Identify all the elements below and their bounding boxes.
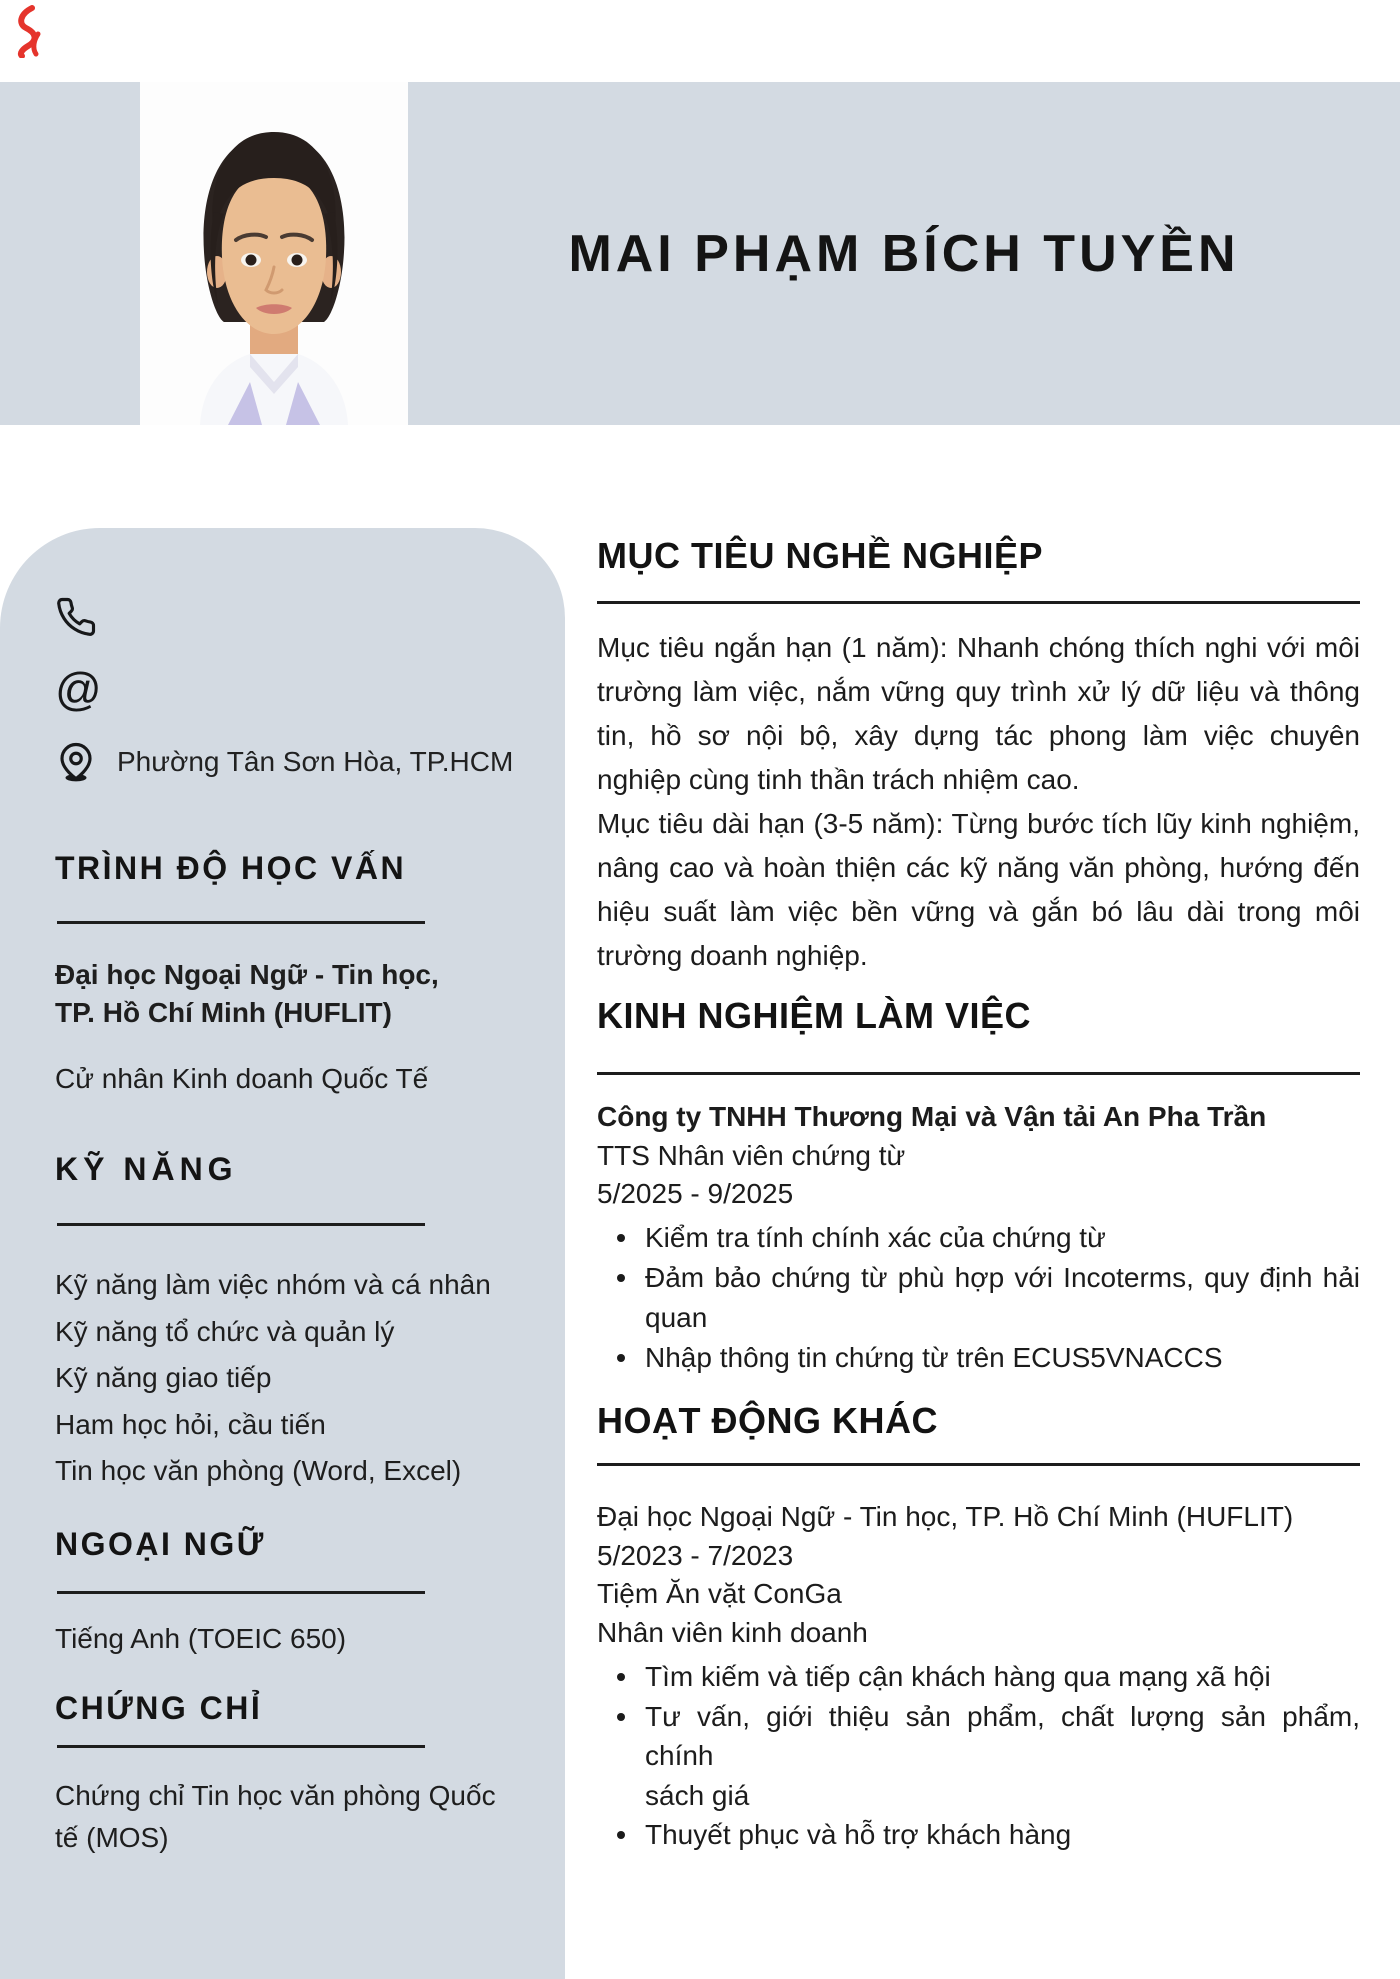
- skill-item: Tin học văn phòng (Word, Excel): [55, 1455, 462, 1486]
- phone-icon: [55, 596, 97, 638]
- language-item: Tiếng Anh (TOEIC 650): [55, 1623, 347, 1654]
- bullet-dot: [617, 1831, 625, 1839]
- section-rule: [57, 1591, 425, 1594]
- skills-list: [55, 1262, 535, 1495]
- experience-info: [597, 1098, 1360, 1214]
- section-rule: [57, 1223, 425, 1226]
- bullet-dot: [617, 1274, 625, 1282]
- sidebar-panel: [0, 528, 565, 1979]
- activities-bullets: [597, 1657, 1360, 1855]
- contact-row-email: [55, 663, 102, 715]
- certificates-heading: CHỨNG CHỈ: [55, 1690, 263, 1726]
- skills-heading: KỸ NĂNG: [55, 1151, 238, 1187]
- bullet-dot: [617, 1713, 625, 1721]
- objective-paragraphs: Mục tiêu ngắn hạn (1 năm): Nhanh chóng thích nghi với môi trường làm việc, nắm vững quy trình xử lý dữ liệu và thông tin, hồ sơ nội bộ, xây dựng tác phong làm việc chuyên nghiệp cùng tinh thần trách nhiệm cao. Mục tiêu dài hạn (3-5 năm): Từng bước tích lũy kinh nghiệm, nâng cao và hoàn thiện các kỹ năng văn phòng, hướng đến hiệu suất làm việc bền vững và gắn bó lâu dài trong môi trường doanh nghiệp.: [597, 632, 1360, 971]
- profile-photo: [140, 82, 408, 425]
- section-rule: [57, 1745, 425, 1748]
- candidate-name: MAI PHẠM BÍCH TUYỀN: [568, 224, 1240, 283]
- map-pin-icon: [55, 741, 97, 783]
- activities-heading: HOẠT ĐỘNG KHÁC: [597, 1400, 938, 1441]
- red-scribble-mark: [10, 4, 50, 58]
- portrait-illustration: [140, 82, 408, 425]
- education-degree: Cử nhân Kinh doanh Quốc Tế: [55, 1063, 429, 1094]
- bullet-item: Tư vấn, giới thiệu sản phẩm, chất lượng sản phẩm, chính sách giá: [597, 1697, 1360, 1816]
- bullet-dot: [617, 1354, 625, 1362]
- skill-item: Kỹ năng làm việc nhóm và cá nhân: [55, 1269, 491, 1300]
- experience-heading: KINH NGHIỆM LÀM VIỆC: [597, 995, 1032, 1036]
- skill-item: Ham học hỏi, cầu tiến: [55, 1408, 326, 1440]
- bullet-item: Kiểm tra tính chính xác của chứng từ: [597, 1218, 1360, 1258]
- experience-role: TTS Nhân viên chứng từ: [597, 1139, 906, 1171]
- experience-company: Công ty TNHH Thương Mại và Vận tải An Pha Trần: [597, 1101, 1267, 1132]
- bullet-item: Nhập thông tin chứng từ trên ECUS5VNACCS: [597, 1338, 1360, 1378]
- languages-heading: NGOẠI NGỮ: [55, 1526, 266, 1562]
- experience-period: 5/2025 - 9/2025: [597, 1178, 794, 1209]
- at-sign-icon: @: [55, 663, 102, 715]
- objective-heading: MỤC TIÊU NGHỀ NGHIỆP: [597, 535, 1044, 576]
- section-rule: [597, 601, 1360, 604]
- section-rule: [597, 1463, 1360, 1466]
- skill-item: Kỹ năng tổ chức và quản lý: [55, 1315, 395, 1347]
- bullet-dot: [617, 1234, 625, 1242]
- skill-item: Kỹ năng giao tiếp: [55, 1362, 272, 1393]
- activities-org: Đại học Ngoại Ngữ - Tin học, TP. Hồ Chí Minh (HUFLIT): [597, 1501, 1294, 1532]
- activities-info: [597, 1498, 1360, 1652]
- certificate-item: Chứng chỉ Tin học văn phòng Quốc tế (MOS): [55, 1780, 496, 1853]
- header-banner: [0, 82, 1400, 425]
- contact-row-location: [55, 741, 513, 783]
- education-heading: TRÌNH ĐỘ HỌC VẤN: [55, 850, 407, 886]
- section-rule: [597, 1072, 1360, 1075]
- contact-row-phone: [55, 596, 97, 638]
- location-text: Phường Tân Sơn Hòa, TP.HCM: [117, 746, 514, 777]
- activities-role: Nhân viên kinh doanh: [597, 1616, 868, 1648]
- education-school: Đại học Ngoại Ngữ - Tin học, TP. Hồ Chí Minh (HUFLIT): [55, 959, 439, 1028]
- section-rule: [57, 921, 425, 924]
- activities-place: Tiệm Ăn vặt ConGa: [597, 1578, 842, 1609]
- bullet-item: Tìm kiếm và tiếp cận khách hàng qua mạng xã hội: [597, 1657, 1360, 1697]
- bullet-item: Thuyết phục và hỗ trợ khách hàng: [597, 1815, 1360, 1855]
- activities-period: 5/2023 - 7/2023: [597, 1539, 794, 1571]
- bullet-item: Đảm bảo chứng từ phù hợp với Incoterms, quy định hải quan: [597, 1258, 1360, 1338]
- bullet-dot: [617, 1673, 625, 1681]
- experience-bullets: [597, 1218, 1360, 1378]
